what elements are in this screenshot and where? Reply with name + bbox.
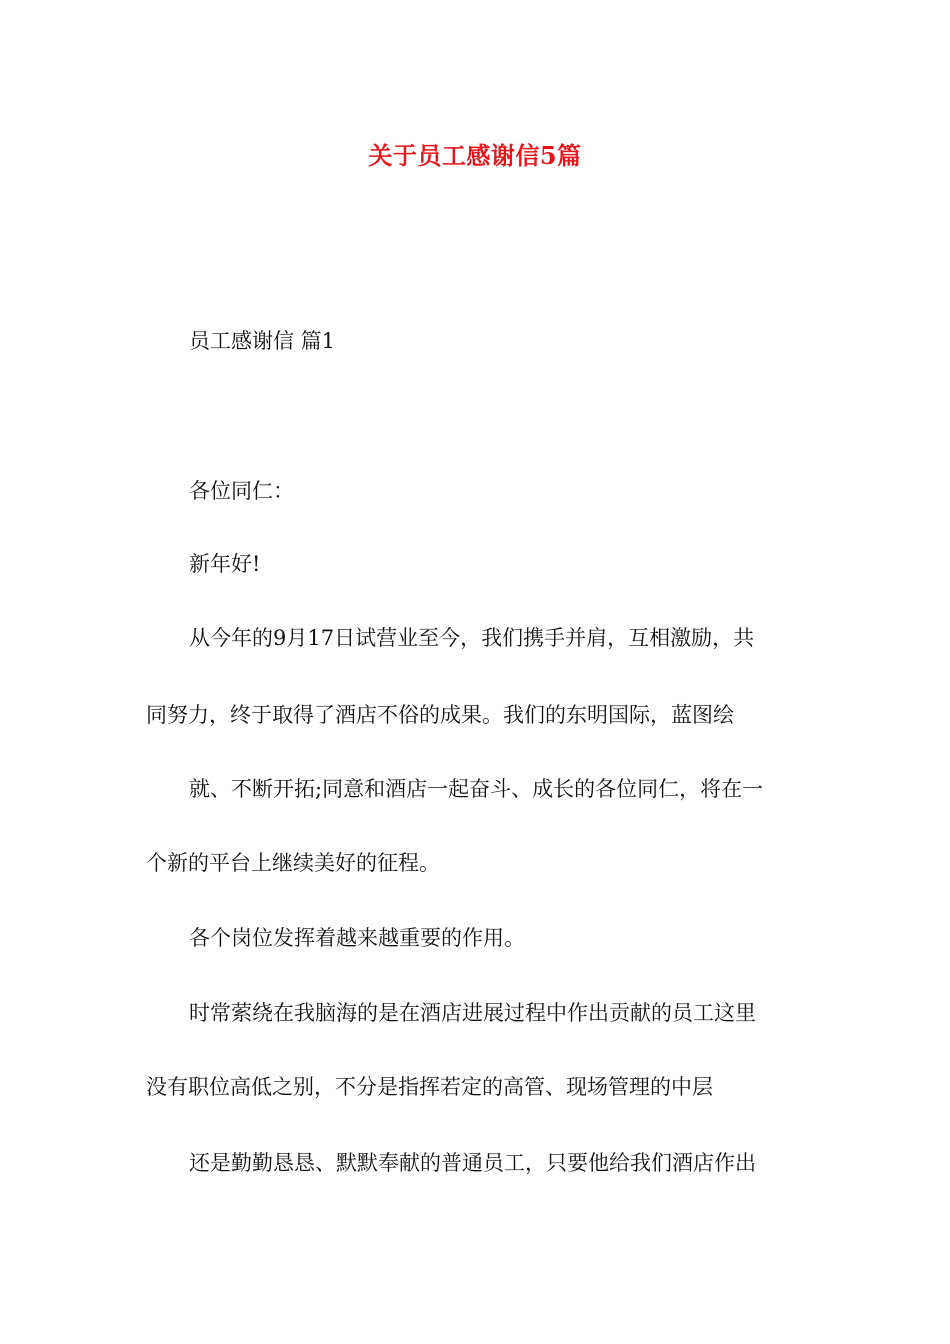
section-heading: 员工感谢信 篇1 [189, 329, 336, 353]
paragraph-line: 从今年的9月17日试营业至今，我们携手并肩，互相激励，共 [189, 626, 755, 650]
document-title: 关于员工感谢信5篇 [368, 141, 582, 170]
paragraph-line: 还是勤勤恳恳、默默奉献的普通员工，只要他给我们酒店作出 [189, 1151, 756, 1175]
paragraph-line: 各位同仁： [189, 479, 294, 503]
paragraph-line: 各个岗位发挥着越来越重要的作用。 [189, 926, 525, 950]
paragraph-line: 新年好! [189, 552, 261, 576]
paragraph-line: 没有职位高低之别，不分是指挥若定的高管、现场管理的中层 [146, 1075, 713, 1099]
paragraph-line: 个新的平台上继续美好的征程。 [146, 851, 440, 875]
paragraph-line: 同努力，终于取得了酒店不俗的成果。我们的东明国际，蓝图绘 [146, 703, 734, 727]
paragraph-line: 时常萦绕在我脑海的是在酒店进展过程中作出贡献的员工这里 [189, 1001, 756, 1025]
paragraph-line: 就、不断开拓;同意和酒店一起奋斗、成长的各位同仁，将在一 [189, 777, 764, 801]
